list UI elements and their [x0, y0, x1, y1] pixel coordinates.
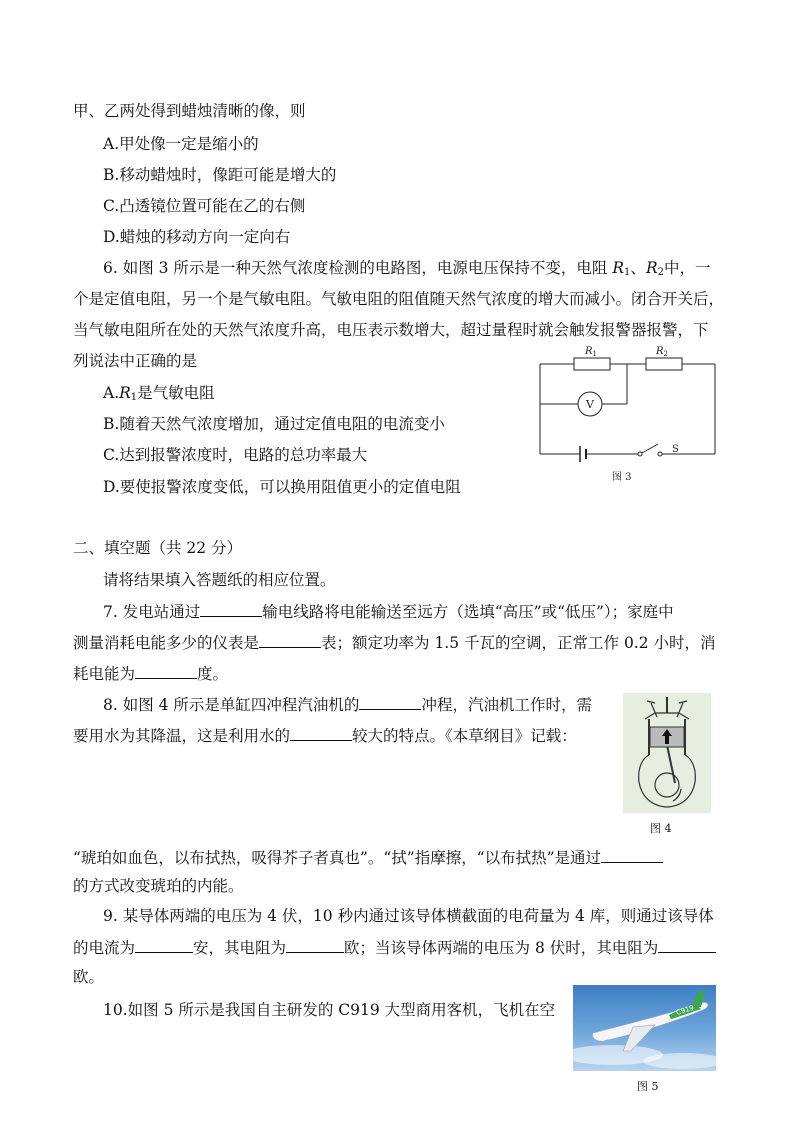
plane-mark: C919	[675, 1003, 695, 1017]
engine-illustration	[623, 693, 711, 813]
q6-r2-sub: 2	[657, 267, 664, 278]
q9-line2-c: 欧；当该导体两端的电压为 8 伏时，其电阻为	[344, 939, 659, 957]
q5-stem: 甲、乙两处得到蜡烛清晰的像，则	[73, 102, 306, 120]
q5-option-d: D.蜡烛的移动方向一定向右	[103, 228, 291, 246]
connecting-rod	[667, 745, 675, 783]
section-2-instruction: 请将结果填入答题纸的相应位置。	[103, 571, 336, 589]
q6-option-b: B.随着天然气浓度增加，通过定值电阻的电流变小	[103, 415, 445, 433]
switch-blade	[642, 444, 658, 453]
q7-line2	[73, 632, 716, 653]
q7-line3-a: 耗电能为	[73, 665, 136, 683]
q5-option-c: C.凸透镜位置可能在乙的右侧	[103, 197, 306, 215]
figure-3-meter-label: V	[586, 398, 594, 411]
q8-line4: 的方式改变琥珀的内能。	[73, 877, 244, 895]
q6-line3: 当气敏电阻所在处的天然气浓度升高，电压表示数增大，超过量程时就会触发报警器报警，下	[73, 321, 709, 339]
q8-line1-a: 8. 如图 4 所示是单缸四冲程汽油机的	[103, 696, 360, 714]
q6-option-a	[103, 383, 215, 408]
crankshaft	[655, 773, 679, 797]
figure-4-caption: 图 4	[650, 822, 672, 835]
q8-blank-1[interactable]	[359, 694, 421, 710]
q9-line2	[73, 937, 716, 958]
q8-line3-a: “琥珀如血色，以布拭热，吸得芥子者真也”。“拭”指摩擦，“以布拭热”是通过	[73, 849, 602, 867]
q6-option-a-text: 是气敏电阻	[137, 384, 215, 402]
q6-option-a-sub: 1	[130, 392, 138, 403]
q6-line4: 列说法中正确的是	[73, 352, 198, 370]
q8-line2-a: 要用水为其降温，这是利用水的	[73, 727, 291, 745]
q8-line1	[103, 694, 592, 715]
q6-line2: 个是定值电阻，另一个是气敏电阻。气敏电阻的阻值随天然气浓度的增大而减小。闭合开关后，	[73, 290, 725, 308]
q7-blank-3[interactable]	[135, 663, 197, 679]
q9-blank-3[interactable]	[658, 937, 716, 953]
figure-5-caption: 图 5	[637, 1080, 659, 1093]
figure-3-switch-label: S	[672, 444, 679, 455]
q6-r1: R	[612, 259, 625, 277]
q6-line1-end: 中，一	[663, 259, 711, 277]
figure-3-caption: 图 3	[612, 472, 632, 483]
q7-line1-b: 输电线路将电能输送至远方（选填“高压”或“低压”）；家庭中	[262, 603, 674, 621]
q6-r2: R	[645, 259, 658, 277]
q7-line2-a: 测量消耗电能多少的仪表是	[73, 634, 260, 652]
q5-option-b: B.移动蜡烛时，像距可能是增大的	[103, 166, 337, 184]
q8-blank-2[interactable]	[290, 725, 352, 741]
q9-line3: 欧。	[73, 968, 105, 986]
q6-option-d: D.要使报警浓度变低，可以换用阻值更小的定值电阻	[103, 478, 461, 496]
q7-blank-2[interactable]	[259, 632, 321, 648]
q9-blank-2[interactable]	[286, 937, 344, 953]
q6-line1-text: 6. 如图 3 所示是一种天然气浓度检测的电路图，电源电压保持不变，电阻	[103, 259, 613, 277]
q9-blank-1[interactable]	[135, 937, 193, 953]
figure-4-engine	[623, 693, 711, 813]
q9-line2-a: 的电流为	[73, 939, 136, 957]
q6-option-a-r: R	[119, 384, 131, 402]
figure-3-r2-label: $R_2$	[656, 346, 668, 358]
q8-line2	[73, 725, 577, 746]
q5-option-a: A.甲处像一定是缩小的	[103, 135, 259, 153]
resistor-r2	[646, 358, 682, 370]
q6-option-a-prefix: A.	[103, 384, 120, 402]
q7-line1	[103, 601, 674, 622]
q6-r1-sub: 1	[624, 267, 631, 278]
q8-line3	[73, 847, 663, 868]
q8-blank-3[interactable]	[601, 847, 663, 863]
q6-option-c: C.达到报警浓度时，电路的总功率最大	[103, 446, 368, 464]
q7-line3	[73, 663, 228, 684]
section-2-title: 二、填空题（共 22 分）	[73, 539, 243, 557]
airplane-illustration	[573, 985, 716, 1071]
figure-5-airplane-photo	[573, 985, 716, 1071]
figure-3-r1-label: $R_1$	[585, 346, 597, 358]
q9-line1: 9. 某导体两端的电压为 4 伏，10 秒内通过该导体横截面的电荷量为 4 库，则通过该导体	[103, 907, 714, 925]
q7-line2-b: 表；额定功率为 1.5 千瓦的空调，正常工作 0.2 小时，消	[321, 634, 716, 652]
q8-line2-b: 较大的特点。《本草纲目》记载：	[352, 727, 577, 745]
q6-line1	[103, 258, 711, 283]
q7-line1-a: 7. 发电站通过	[103, 603, 201, 621]
q7-blank-1[interactable]	[200, 601, 262, 617]
q7-line3-b: 度。	[197, 665, 229, 683]
q8-line1-b: 冲程，汽油机工作时，需	[421, 696, 592, 714]
q6-sep: 、	[630, 259, 646, 277]
q9-line2-b: 安，其电阻为	[193, 939, 287, 957]
resistor-r1	[574, 358, 610, 370]
q10-line1: 10.如图 5 所示是我国自主研发的 C919 大型商用客机，飞机在空	[103, 1001, 556, 1019]
figure-3-circuit	[530, 340, 720, 490]
